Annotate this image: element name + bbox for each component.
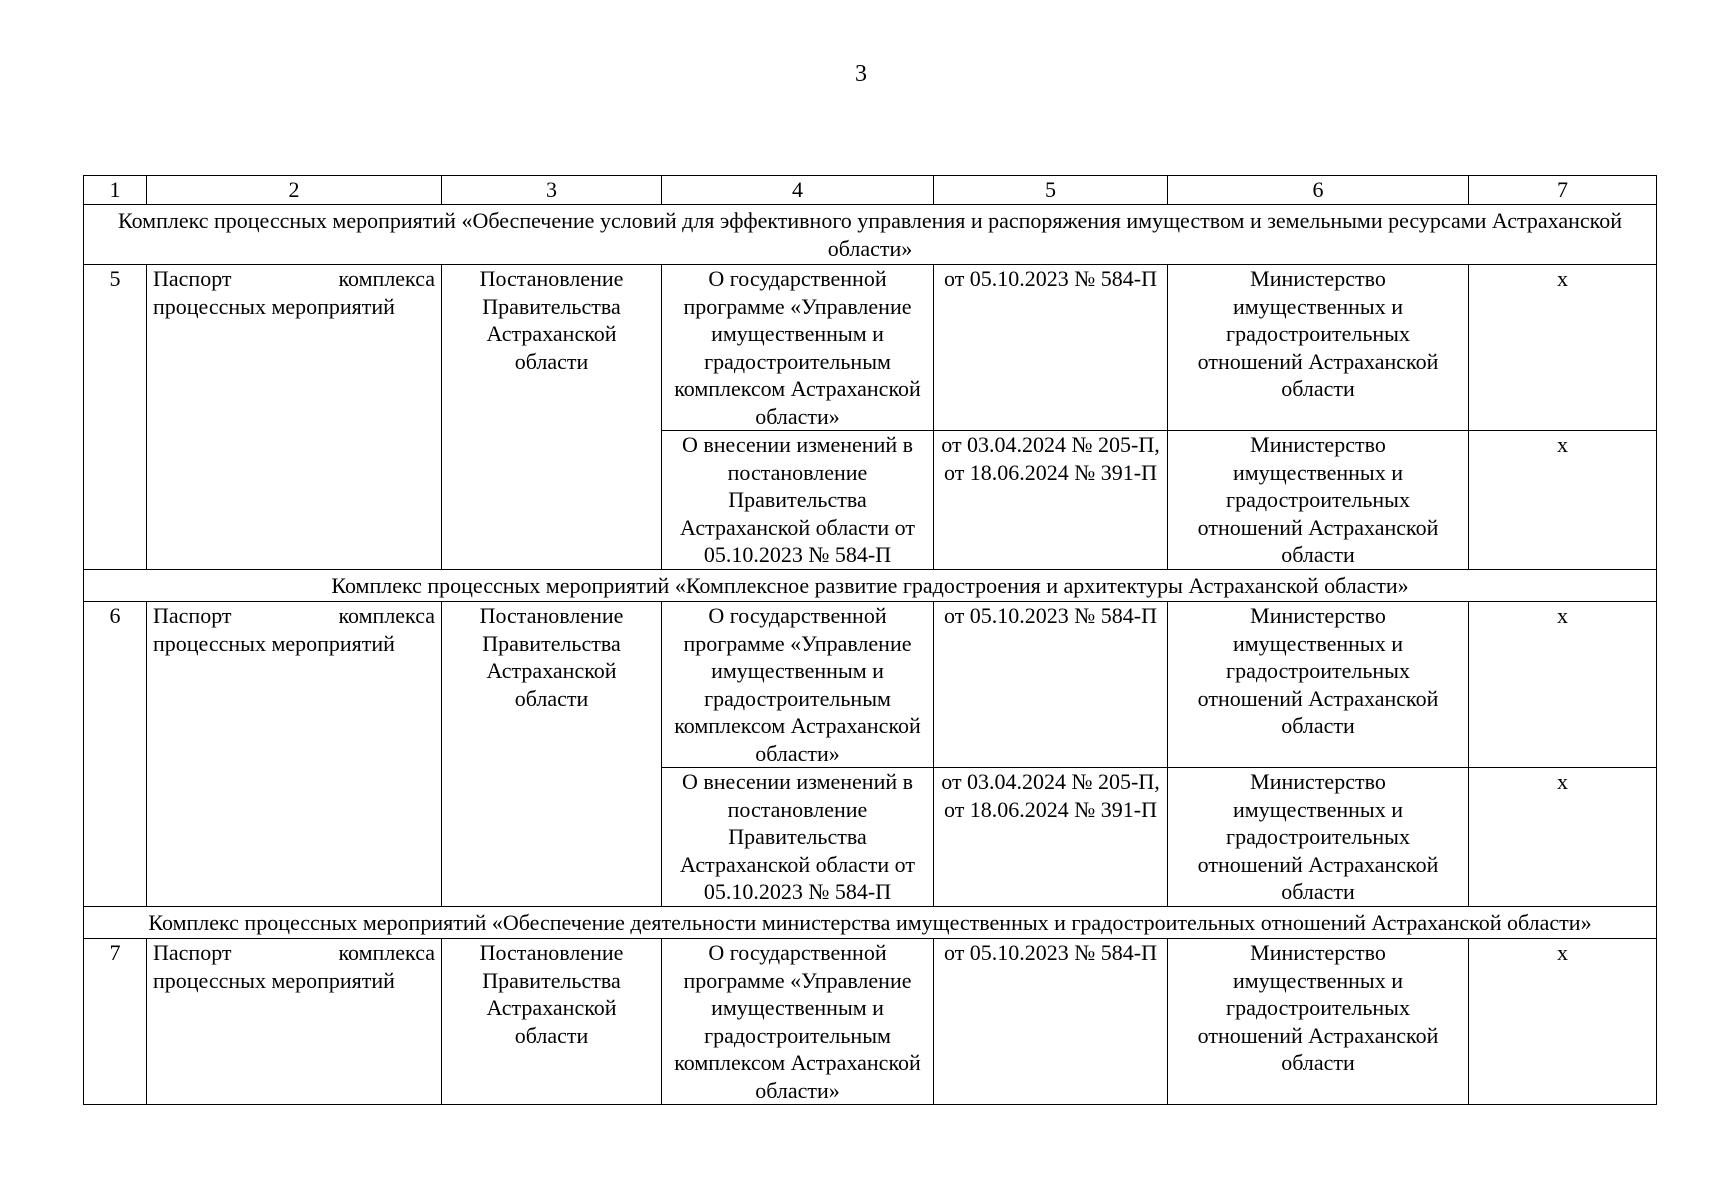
act-name: О государственной программе «Управление имущественным и градостроительным комплексом Астраханской области» (662, 939, 934, 1105)
document-type: Паспорт комплекса процессных мероприятий (147, 939, 442, 1105)
column-number: 6 (1168, 176, 1469, 205)
issuer: Постановление Правительства Астраханской области (442, 602, 662, 907)
mark: х (1469, 431, 1657, 570)
responsible-org: Министерство имущественных и градостроительных отношений Астраханской области (1168, 265, 1469, 431)
responsible-org: Министерство имущественных и градостроительных отношений Астраханской области (1168, 431, 1469, 570)
mark: х (1469, 602, 1657, 768)
column-number: 2 (147, 176, 442, 205)
act-details: от 03.04.2024 № 205-П, от 18.06.2024 № 391-П (934, 768, 1168, 907)
table-row (84, 265, 1657, 431)
act-details: от 03.04.2024 № 205-П, от 18.06.2024 № 391-П (934, 431, 1168, 570)
act-name: О внесении изменений в постановление Правительства Астраханской области от 05.10.2023 № 584-П (662, 768, 934, 907)
column-number: 7 (1469, 176, 1657, 205)
section-title-row (84, 205, 1657, 265)
column-number: 5 (934, 176, 1168, 205)
row-number: 7 (84, 939, 147, 1105)
section-title: Комплекс процессных мероприятий «Обеспечение деятельности министерства имущественных и градостроительных отношений Астраханской области» (84, 906, 1657, 939)
column-number: 1 (84, 176, 147, 205)
mark: х (1469, 939, 1657, 1105)
issuer: Постановление Правительства Астраханской области (442, 265, 662, 570)
table-row (84, 939, 1657, 1105)
row-number: 6 (84, 602, 147, 907)
act-details: от 05.10.2023 № 584-П (934, 939, 1168, 1105)
section-title: Комплекс процессных мероприятий «Комплексное развитие градостроения и архитектуры Астраханской области» (84, 569, 1657, 602)
document-type: Паспорт комплекса процессных мероприятий (147, 602, 442, 907)
column-number: 3 (442, 176, 662, 205)
act-name: О государственной программе «Управление имущественным и градостроительным комплексом Астраханской области» (662, 602, 934, 768)
responsible-org: Министерство имущественных и градостроительных отношений Астраханской области (1168, 602, 1469, 768)
legal-acts-table (83, 175, 1657, 1105)
mark: х (1469, 768, 1657, 907)
column-number: 4 (662, 176, 934, 205)
responsible-org: Министерство имущественных и градостроительных отношений Астраханской области (1168, 768, 1469, 907)
section-title-row (84, 906, 1657, 939)
section-title-row (84, 569, 1657, 602)
act-name: О государственной программе «Управление имущественным и градостроительным комплексом Астраханской области» (662, 265, 934, 431)
act-name: О внесении изменений в постановление Правительства Астраханской области от 05.10.2023 № 584-П (662, 431, 934, 570)
responsible-org: Министерство имущественных и градостроительных отношений Астраханской области (1168, 939, 1469, 1105)
row-number: 5 (84, 265, 147, 570)
document-type: Паспорт комплекса процессных мероприятий (147, 265, 442, 570)
mark: х (1469, 265, 1657, 431)
page-number: 3 (855, 61, 867, 87)
act-details: от 05.10.2023 № 584-П (934, 602, 1168, 768)
issuer: Постановление Правительства Астраханской области (442, 939, 662, 1105)
table-header-row (84, 176, 1657, 205)
table-row (84, 602, 1657, 768)
section-title: Комплекс процессных мероприятий «Обеспечение условий для эффективного управления и распоряжения имуществом и земельными ресурсами Астраханской области» (84, 205, 1657, 265)
act-details: от 05.10.2023 № 584-П (934, 265, 1168, 431)
